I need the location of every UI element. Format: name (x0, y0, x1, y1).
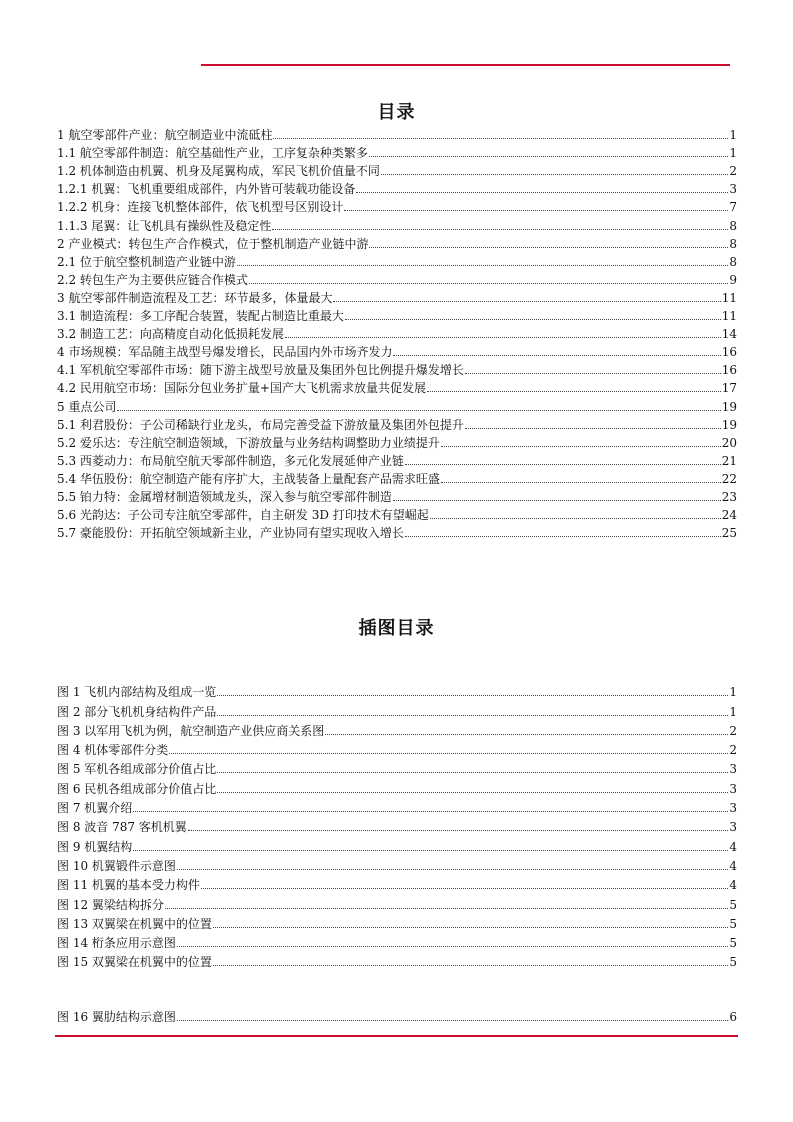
dot-leader (285, 337, 721, 338)
toc-entry-label: 3 航空零部件制造流程及工艺：环节最多，体量最大 (57, 290, 333, 305)
dot-leader (405, 464, 721, 465)
dot-leader (213, 927, 728, 928)
dot-leader (169, 753, 728, 754)
bottom-red-rule (55, 1035, 738, 1037)
toc-entry-label: 5.6 光韵达：子公司专注航空零部件，自主研发 3D 打印技术有望崛起 (57, 508, 429, 523)
toc-entry[interactable] (57, 251, 737, 269)
figure-entry[interactable] (57, 699, 737, 718)
figure-entry-label: 图 16 翼肋结构示意图 (57, 1010, 176, 1025)
dot-leader (217, 792, 728, 793)
dot-leader (272, 229, 728, 230)
dot-leader (333, 301, 720, 302)
figure-entry-page-number: 2 (729, 723, 737, 738)
toc-entry-page-number: 22 (721, 471, 737, 486)
figure-entry-page-number: 6 (729, 1010, 737, 1025)
toc-entry-page-number: 25 (721, 526, 737, 541)
toc-entry-page-number: 3 (729, 182, 737, 197)
figure-entry[interactable] (57, 776, 737, 795)
toc-entry-label: 2.2 转包生产为主要供应链合作模式 (57, 272, 248, 287)
figure-entry-page-number: 1 (729, 704, 737, 719)
toc-entry-label: 4.2 民用航空市场：国际分包业务扩量+国产大飞机需求放量共促发展 (57, 381, 426, 396)
figure-entry[interactable] (57, 854, 737, 873)
dot-leader (344, 210, 728, 211)
toc-entry-page-number: 9 (729, 272, 737, 287)
toc-entry-page-number: 8 (729, 236, 737, 251)
figure-entry[interactable] (57, 757, 737, 776)
toc-entry[interactable] (57, 269, 737, 287)
toc-entry[interactable] (57, 124, 737, 142)
figure-entry-page-number: 5 (729, 936, 737, 951)
figure-entry-label: 图 7 机翼介绍 (57, 801, 133, 816)
toc-entry-label: 3.2 制造工艺：向高精度自动化低损耗发展 (57, 327, 284, 342)
toc-entry-label: 4 市场规模：军品随主战型号爆发增长，民品国内外市场齐发力 (57, 345, 393, 360)
figure-entry-page-number: 1 (729, 685, 737, 700)
figure-entry-page-number: 4 (729, 878, 737, 893)
figure-entry-label: 图 11 机翼的基本受力构件 (57, 878, 200, 893)
dot-leader (213, 965, 728, 966)
figure-entry-page-number: 3 (729, 801, 737, 816)
toc-entry-label: 1 航空零部件产业：航空制造业中流砥柱 (57, 128, 273, 143)
toc-entry[interactable] (57, 287, 737, 305)
figure-entry-label: 图 5 军机各组成部分价值占比 (57, 762, 217, 777)
figure-entry-label: 图 9 机翼结构 (57, 839, 133, 854)
dot-leader (369, 247, 728, 248)
dot-leader (217, 772, 728, 773)
dot-leader (273, 138, 728, 139)
toc-entry-label: 2 产业模式：转包生产合作模式，位于整机制造产业链中游 (57, 236, 369, 251)
figure-entry-label: 图 3 以军用飞机为例，航空制造产业供应商关系图 (57, 723, 325, 738)
figure-entry[interactable] (57, 950, 737, 969)
figure-entry[interactable] (57, 834, 737, 853)
figure-entry-page-number: 3 (729, 781, 737, 796)
toc-entry-page-number: 8 (729, 218, 737, 233)
dot-leader (465, 428, 721, 429)
toc-entry[interactable] (57, 196, 737, 214)
figure-entry[interactable] (57, 912, 737, 931)
dot-leader (177, 1020, 728, 1021)
figure-entry-page-number: 2 (729, 743, 737, 758)
figure-entry-page-number: 4 (729, 858, 737, 873)
toc-entry-page-number: 16 (721, 345, 737, 360)
toc-entry-page-number: 19 (721, 399, 737, 414)
toc-entry[interactable] (57, 468, 737, 486)
dot-leader (441, 446, 721, 447)
dot-leader (427, 391, 721, 392)
toc-entry-label: 5 重点公司 (57, 399, 117, 414)
dot-leader (430, 518, 721, 519)
figures-list (57, 680, 737, 969)
figure-entry-label: 图 13 双翼梁在机翼中的位置 (57, 916, 212, 931)
figure-entry[interactable] (57, 680, 737, 699)
toc-entry[interactable] (57, 377, 737, 395)
toc-entry-label: 1.2.2 机身：连接飞机整体部件，依飞机型号区别设计 (57, 200, 344, 215)
toc-entry-label: 2.1 位于航空整机制造产业链中游 (57, 254, 236, 269)
toc-entry-page-number: 23 (721, 489, 737, 504)
toc-entry-label: 1.2 机体制造由机翼、机身及尾翼构成，军民飞机价值量不同 (57, 164, 380, 179)
toc-entry-label: 5.4 华伍股份：航空制造产能有序扩大，主战装备上量配套产品需求旺盛 (57, 471, 440, 486)
top-red-rule (201, 64, 730, 66)
dot-leader (133, 850, 728, 851)
dot-leader (405, 536, 721, 537)
dot-leader (117, 410, 720, 411)
toc-title: 目录 (377, 102, 416, 123)
toc-entry[interactable] (57, 323, 737, 341)
figures-title: 插图目录 (358, 618, 435, 639)
toc-entry-page-number: 24 (721, 508, 737, 523)
figure-entry[interactable] (57, 892, 737, 911)
toc-entry[interactable] (57, 305, 737, 323)
dot-leader (133, 811, 728, 812)
figure-entry-page-number: 5 (729, 897, 737, 912)
toc-entry-page-number: 21 (721, 453, 737, 468)
figure-entry-label: 图 6 民机各组成部分价值占比 (57, 781, 217, 796)
toc-entry[interactable] (57, 214, 737, 232)
toc-entry[interactable] (57, 142, 737, 160)
dot-leader (165, 908, 728, 909)
toc-entry-label: 5.5 铂力特：金属增材制造领域龙头，深入参与航空零部件制造 (57, 489, 392, 504)
dot-leader (249, 283, 728, 284)
dot-leader (465, 373, 721, 374)
toc-entry[interactable] (57, 432, 737, 450)
dot-leader (393, 355, 720, 356)
toc-entry-page-number: 2 (729, 164, 737, 179)
figure-entry-page-number: 5 (729, 916, 737, 931)
toc-entry-page-number: 1 (729, 128, 737, 143)
figures-list-continued (57, 1005, 737, 1024)
toc-entry[interactable] (57, 395, 737, 413)
toc-entry[interactable] (57, 450, 737, 468)
dot-leader (325, 734, 728, 735)
toc-entry-page-number: 1 (729, 146, 737, 161)
toc-entry[interactable] (57, 359, 737, 377)
figure-entry-label: 图 2 部分飞机机身结构件产品 (57, 704, 217, 719)
figure-entry[interactable] (57, 719, 737, 738)
toc-entry[interactable] (57, 486, 737, 504)
figure-entry-label: 图 15 双翼梁在机翼中的位置 (57, 955, 212, 970)
dot-leader (393, 500, 721, 501)
toc-entry-page-number: 11 (721, 290, 737, 305)
toc-entry[interactable] (57, 522, 737, 540)
figure-entry-label: 图 10 机翼锻件示意图 (57, 858, 176, 873)
dot-leader (381, 174, 728, 175)
toc-entry-page-number: 19 (721, 417, 737, 432)
toc-entry-page-number: 7 (729, 200, 737, 215)
figure-entry[interactable] (57, 931, 737, 950)
toc-entry-label: 1.1 航空零部件制造：航空基础性产业，工序复杂种类繁多 (57, 146, 368, 161)
figure-entry[interactable] (57, 873, 737, 892)
dot-leader (441, 482, 721, 483)
toc-entry[interactable] (57, 160, 737, 178)
figure-entry[interactable] (57, 815, 737, 834)
figure-entry-label: 图 8 波音 787 客机机翼 (57, 820, 187, 835)
toc-entry-page-number: 8 (729, 254, 737, 269)
figure-entry-page-number: 3 (729, 762, 737, 777)
toc-entry[interactable] (57, 178, 737, 196)
toc-entry-label: 5.7 豪能股份：开拓航空领域新主业，产业协同有望实现收入增长 (57, 526, 404, 541)
dot-leader (177, 946, 728, 947)
figure-entry-label: 图 14 桁条应用示意图 (57, 936, 176, 951)
figure-entry-page-number: 4 (729, 839, 737, 854)
toc-entry[interactable] (57, 414, 737, 432)
figure-entry[interactable] (57, 738, 737, 757)
toc-entry[interactable] (57, 341, 737, 359)
toc-entry-label: 5.3 西菱动力：布局航空航天零部件制造，多元化发展延伸产业链 (57, 453, 404, 468)
dot-leader (177, 869, 728, 870)
dot-leader (217, 695, 728, 696)
toc-entry-label: 5.2 爱乐达：专注航空制造领域，下游放量与业务结构调整助力业绩提升 (57, 435, 440, 450)
toc-entry-page-number: 20 (721, 435, 737, 450)
dot-leader (356, 192, 728, 193)
figure-entry-label: 图 4 机体零部件分类 (57, 743, 169, 758)
toc-entry-page-number: 11 (721, 309, 737, 324)
dot-leader (345, 319, 721, 320)
dot-leader (369, 156, 728, 157)
toc-entry-label: 3.1 制造流程：多工序配合装置，装配占制造比重最大 (57, 309, 344, 324)
dot-leader (201, 888, 728, 889)
toc-entry-label: 4.1 军机航空零部件市场：随下游主战型号放量及集团外包比例提升爆发增长 (57, 363, 464, 378)
figure-entry-page-number: 3 (729, 820, 737, 835)
toc-entry[interactable] (57, 504, 737, 522)
figure-entry-label: 图 12 翼梁结构拆分 (57, 897, 164, 912)
figure-entry[interactable] (57, 796, 737, 815)
toc-entry-page-number: 17 (721, 381, 737, 396)
dot-leader (188, 830, 729, 831)
toc-entry-label: 5.1 利君股份：子公司稀缺行业龙头，布局完善受益下游放量及集团外包提升 (57, 417, 464, 432)
dot-leader (217, 715, 728, 716)
figure-entry[interactable] (57, 1005, 737, 1024)
toc-entry-page-number: 16 (721, 363, 737, 378)
toc-entry-label: 1.2.1 机翼：飞机重要组成部件，内外皆可装载功能设备 (57, 182, 356, 197)
toc-entry[interactable] (57, 233, 737, 251)
toc-entry-label: 1.1.3 尾翼：让飞机具有操纵性及稳定性 (57, 218, 272, 233)
figure-entry-label: 图 1 飞机内部结构及组成一览 (57, 685, 217, 700)
toc-entry-page-number: 14 (721, 327, 737, 342)
dot-leader (237, 265, 728, 266)
figure-entry-page-number: 5 (729, 955, 737, 970)
toc-list (57, 124, 737, 540)
